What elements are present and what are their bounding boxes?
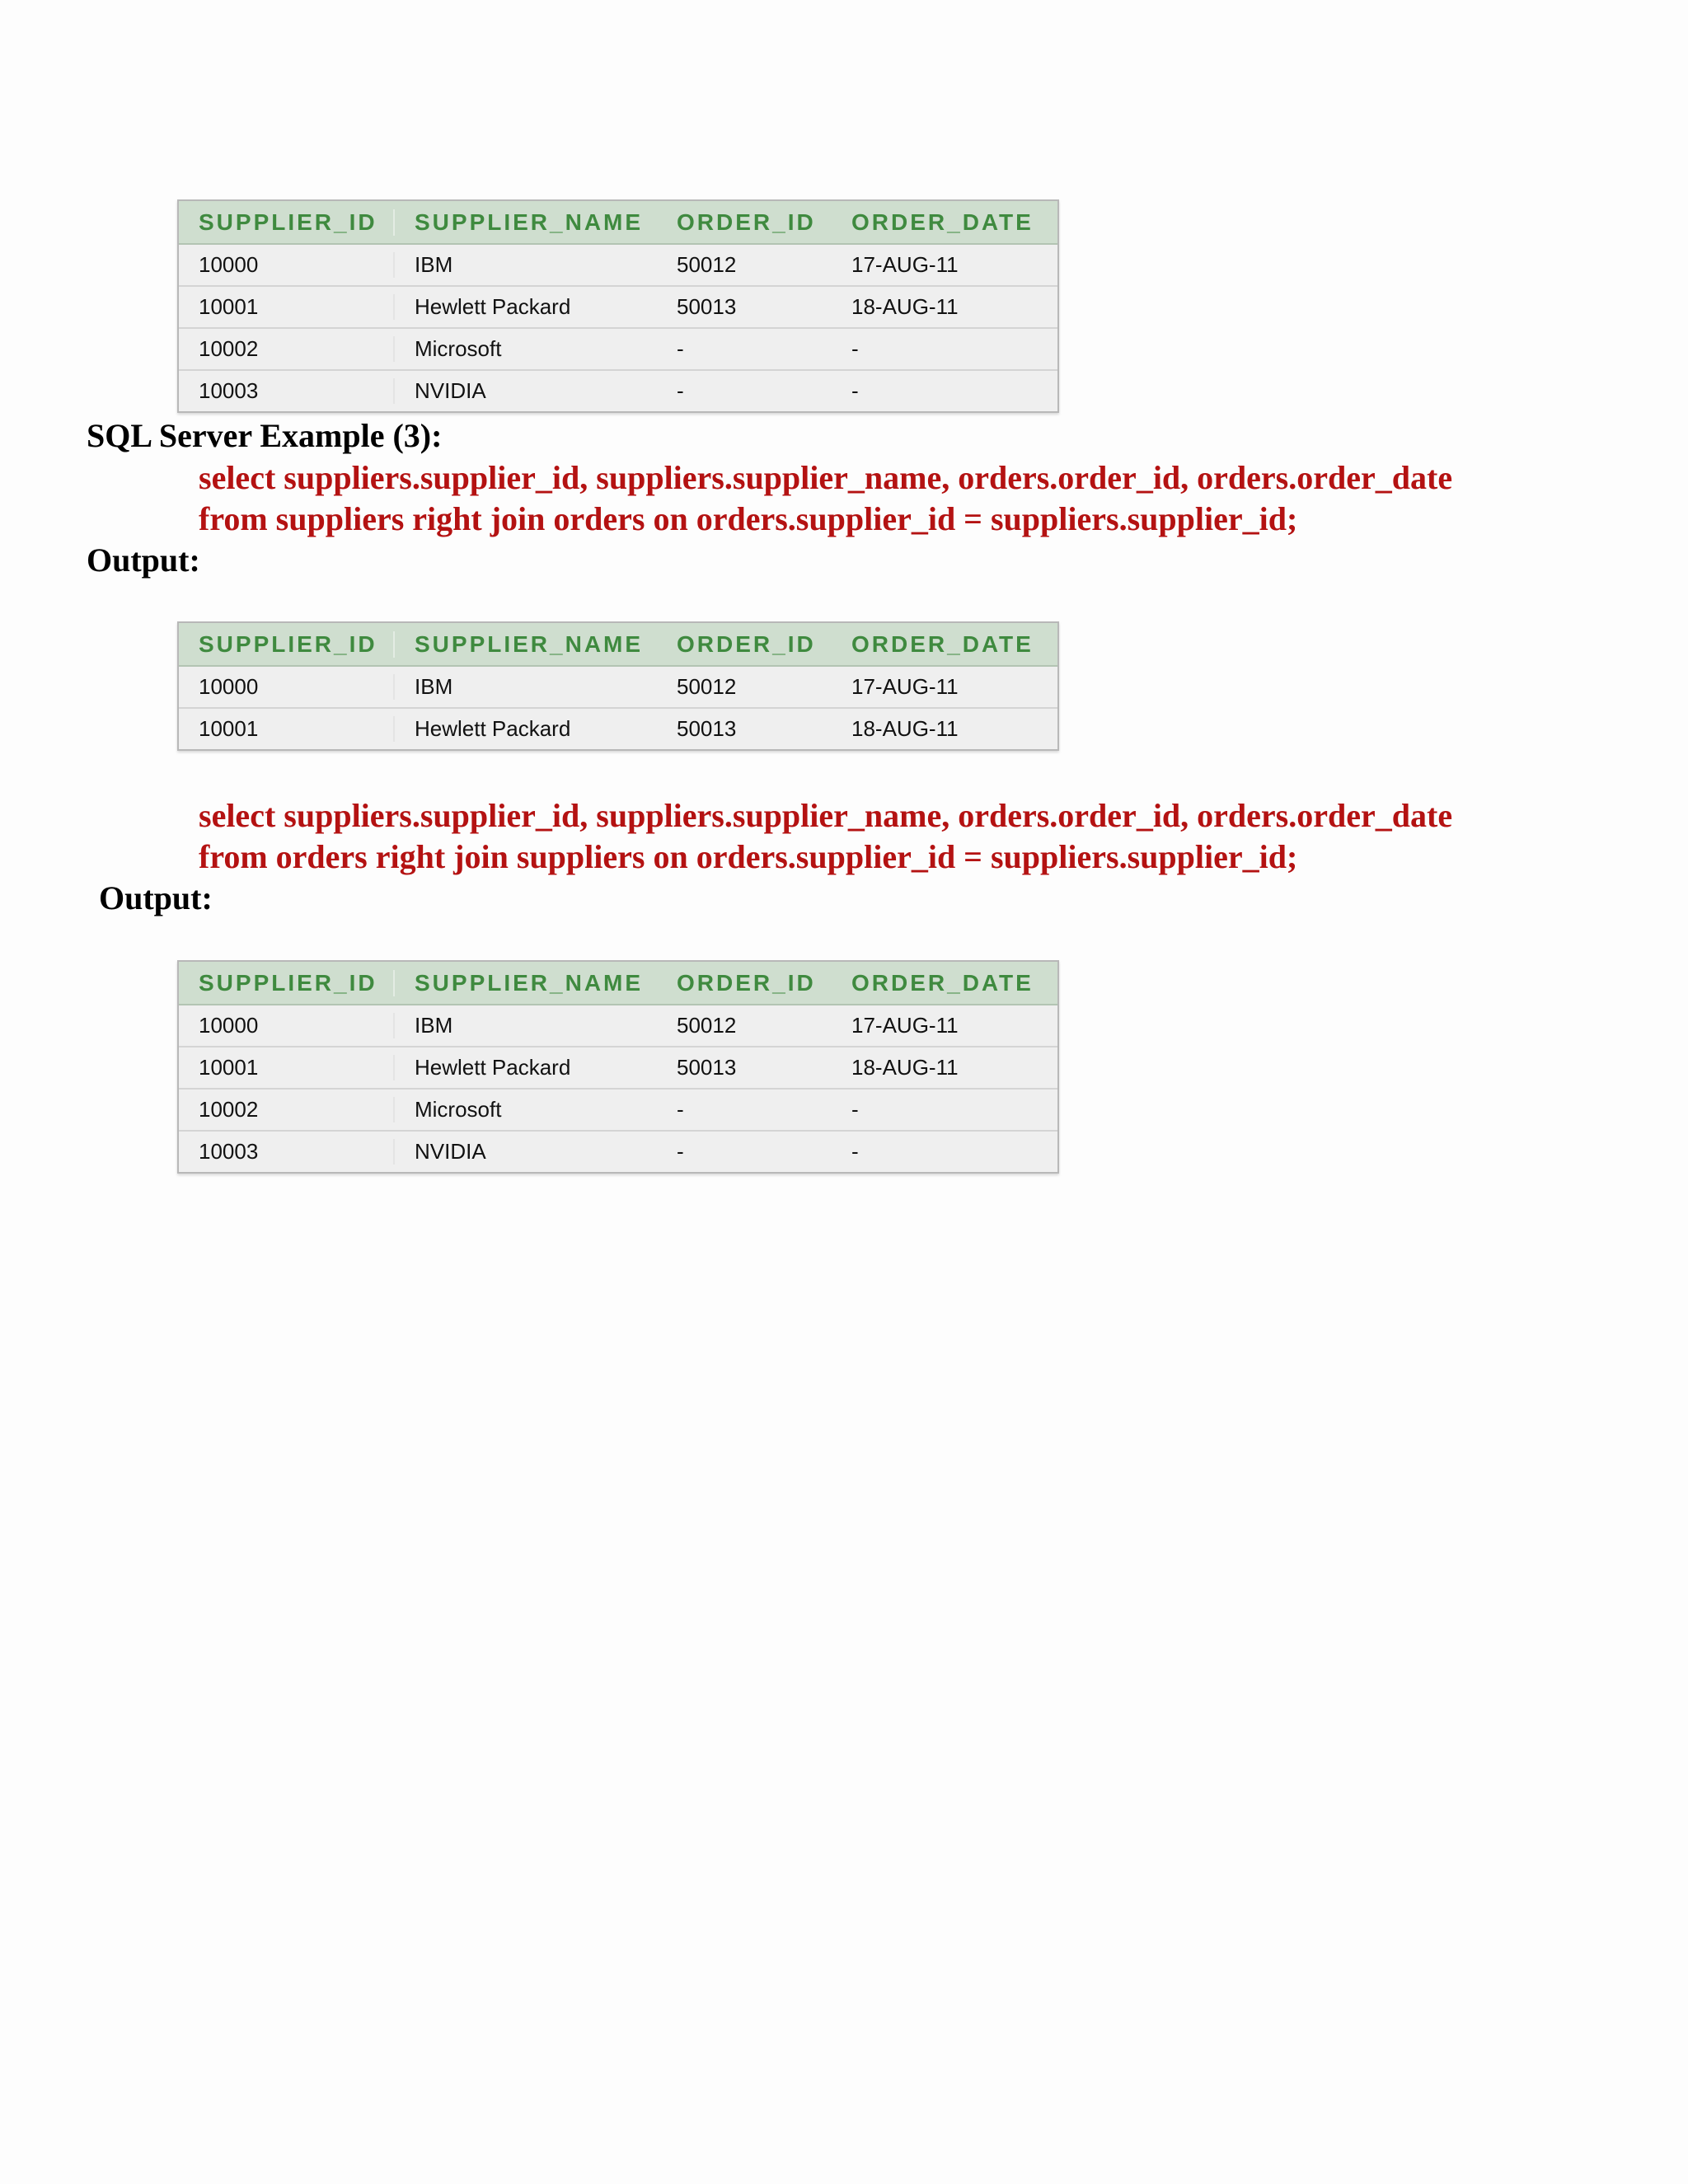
- column-header-supplier-id: SUPPLIER_ID: [199, 630, 377, 657]
- cell-supplier-id: 10002: [199, 1097, 259, 1122]
- table-body: [179, 245, 1057, 411]
- table-row: [179, 707, 1057, 749]
- cell-order-date: -: [851, 336, 859, 361]
- column-header-order-id: ORDER_ID: [677, 969, 816, 996]
- cell-order-id: -: [677, 336, 684, 361]
- cell-order-date: 18-AUG-11: [851, 716, 959, 741]
- cell-order-date: 17-AUG-11: [851, 252, 959, 277]
- table-header: [179, 962, 1057, 1005]
- example-title: SQL Server Example (3):: [87, 417, 443, 454]
- cell-supplier-id: 10000: [199, 674, 259, 699]
- cell-supplier-id: 10001: [199, 294, 259, 319]
- cell-order-id: -: [677, 1097, 684, 1122]
- cell-supplier-name: Microsoft: [393, 1097, 657, 1122]
- table-body: [179, 1005, 1057, 1172]
- cell-order-id: 50013: [677, 294, 737, 319]
- cell-supplier-id: 10001: [199, 1055, 259, 1080]
- column-header-supplier-id: SUPPLIER_ID: [199, 209, 377, 235]
- cell-order-id: 50013: [677, 1055, 737, 1080]
- cell-supplier-name: Hewlett Packard: [393, 294, 657, 320]
- output-label: Output:: [99, 879, 213, 916]
- cell-supplier-name: IBM: [393, 252, 657, 278]
- table-header: [179, 201, 1057, 245]
- column-header-order-date: ORDER_DATE: [851, 209, 1034, 235]
- cell-supplier-id: 10000: [199, 1013, 259, 1038]
- cell-order-date: 18-AUG-11: [851, 1055, 959, 1080]
- cell-supplier-id: 10003: [199, 1139, 259, 1164]
- cell-order-date: 17-AUG-11: [851, 1013, 959, 1038]
- column-header-order-date: ORDER_DATE: [851, 969, 1034, 996]
- cell-supplier-name: Hewlett Packard: [393, 1055, 657, 1080]
- query-2-line-2: from orders right join suppliers on orders.supplier_id = suppliers.supplier_id;: [199, 838, 1298, 875]
- query-1-line-1: select suppliers.supplier_id, suppliers.supplier_name, orders.order_id, orders.order_date: [199, 459, 1453, 496]
- column-header-supplier-name: SUPPLIER_NAME: [393, 631, 657, 658]
- output-label: Output:: [87, 541, 200, 579]
- table-row: [179, 285, 1057, 327]
- table-row: [179, 1130, 1057, 1172]
- table-row: [179, 667, 1057, 707]
- result-table-1: [177, 199, 1059, 413]
- cell-supplier-name: NVIDIA: [393, 1139, 657, 1165]
- cell-supplier-name: Microsoft: [393, 336, 657, 362]
- column-header-order-date: ORDER_DATE: [851, 630, 1034, 657]
- table-row: [179, 369, 1057, 411]
- table-row: [179, 327, 1057, 369]
- cell-order-id: 50012: [677, 1013, 737, 1038]
- cell-order-id: 50013: [677, 716, 737, 741]
- cell-supplier-name: IBM: [393, 674, 657, 700]
- cell-order-id: -: [677, 1139, 684, 1164]
- table-row: [179, 245, 1057, 285]
- query-1-line-2: from suppliers right join orders on orders.supplier_id = suppliers.supplier_id;: [199, 500, 1298, 537]
- cell-order-date: -: [851, 1139, 859, 1164]
- cell-supplier-id: 10002: [199, 336, 259, 361]
- cell-order-id: 50012: [677, 252, 737, 277]
- cell-order-date: 18-AUG-11: [851, 294, 959, 319]
- cell-supplier-id: 10001: [199, 716, 259, 741]
- table-row: [179, 1088, 1057, 1130]
- cell-supplier-id: 10003: [199, 378, 259, 403]
- table-body: [179, 667, 1057, 749]
- cell-supplier-name: IBM: [393, 1013, 657, 1038]
- cell-supplier-name: NVIDIA: [393, 378, 657, 404]
- column-header-order-id: ORDER_ID: [677, 209, 816, 235]
- table-header: [179, 623, 1057, 667]
- table-row: [179, 1005, 1057, 1046]
- cell-order-date: -: [851, 378, 859, 403]
- cell-order-id: 50012: [677, 674, 737, 699]
- column-header-supplier-name: SUPPLIER_NAME: [393, 970, 657, 996]
- cell-order-id: -: [677, 378, 684, 403]
- column-header-supplier-id: SUPPLIER_ID: [199, 969, 377, 996]
- cell-order-date: 17-AUG-11: [851, 674, 959, 699]
- result-table-3: [177, 960, 1059, 1174]
- cell-supplier-id: 10000: [199, 252, 259, 277]
- result-table-2: [177, 621, 1059, 751]
- column-header-supplier-name: SUPPLIER_NAME: [393, 209, 657, 236]
- table-row: [179, 1046, 1057, 1088]
- column-header-order-id: ORDER_ID: [677, 630, 816, 657]
- cell-order-date: -: [851, 1097, 859, 1122]
- query-2-line-1: select suppliers.supplier_id, suppliers.supplier_name, orders.order_id, orders.order_date: [199, 797, 1453, 834]
- cell-supplier-name: Hewlett Packard: [393, 716, 657, 742]
